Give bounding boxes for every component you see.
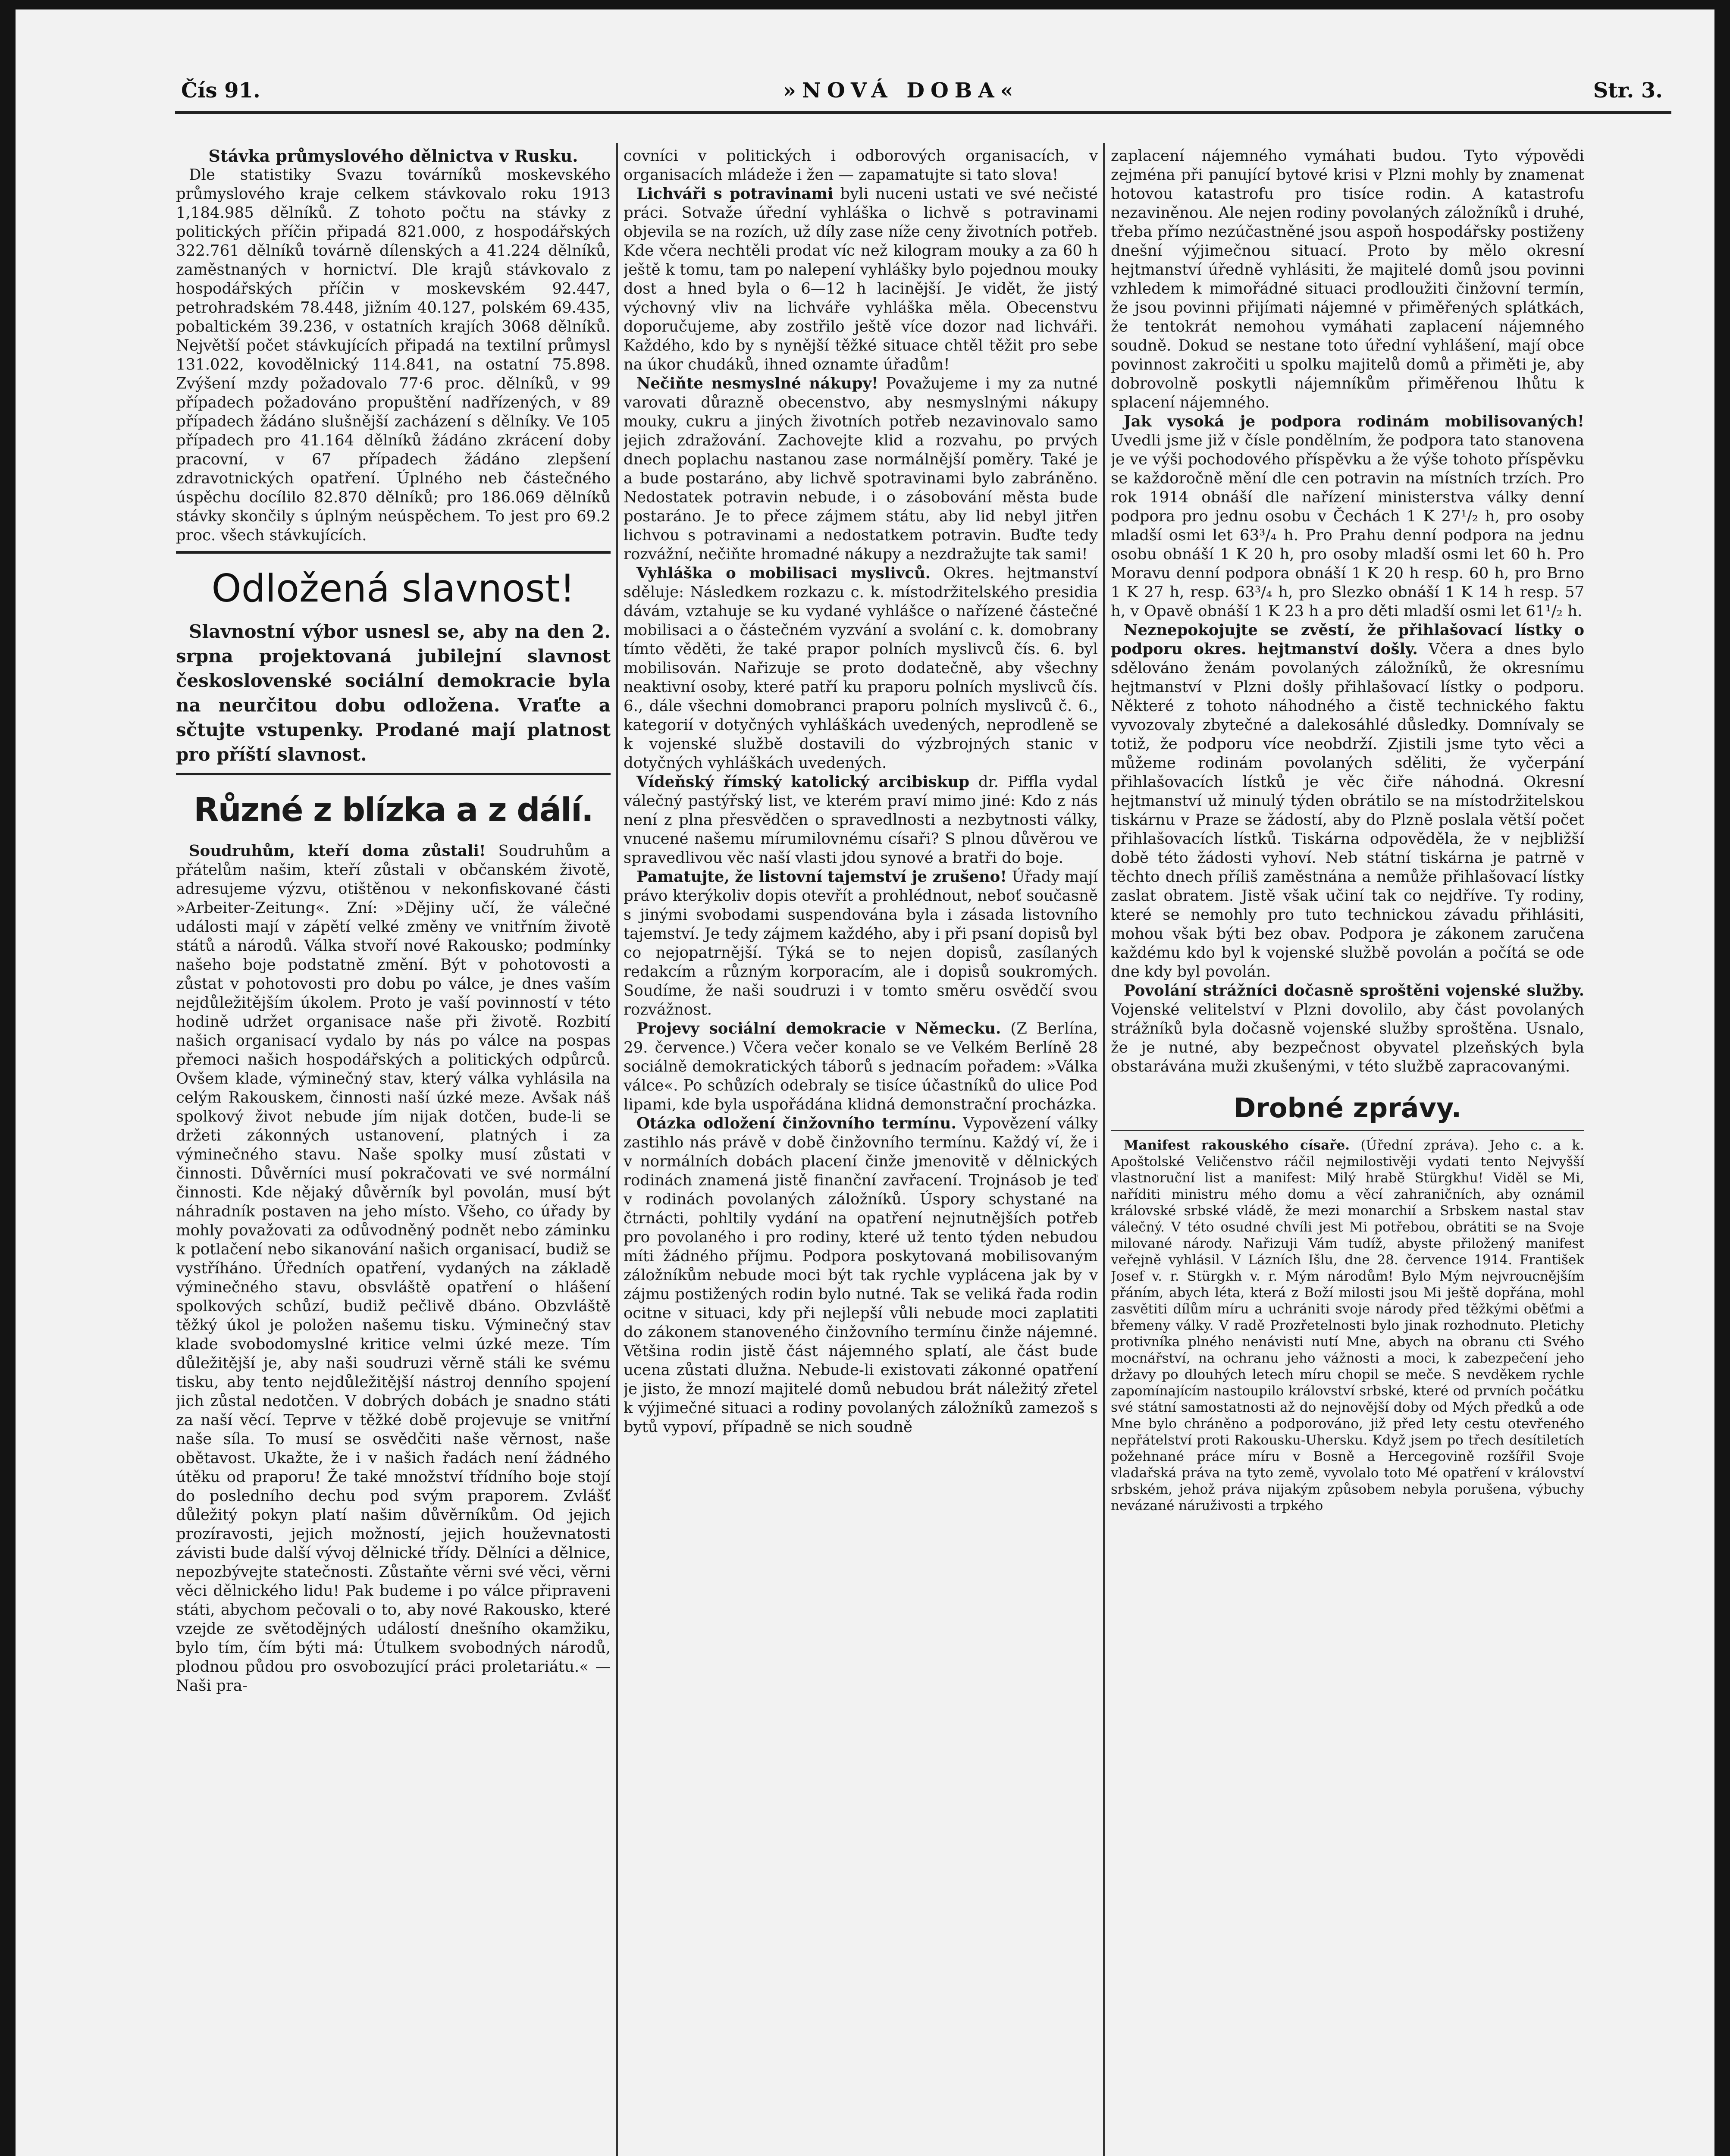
section-rule <box>176 551 611 554</box>
article <box>624 868 1098 1019</box>
section-rule <box>176 773 611 775</box>
section-title: Drobné zprávy. <box>1233 1092 1462 1124</box>
article-body: dr. Piffla vydal válečný pastýřský list, ve kterém praví mimo jiné: Kdo z nás není z plna přesvědčen o spravedlnosti a nezbytnosti války, vnucené našemu mírumilovnému císaři? S plnou důvěrou ve spravedlivou věc naší vlasti jdou synové a bratři do boje. <box>624 773 1098 867</box>
article-headline: Soudruhům, kteří doma zůstali! <box>189 842 486 860</box>
article-body: Vojenské velitelství v Plzni dovolilo, aby část povolaných strážníků byla dočasně vojenské služby sproštěna. Usnalo, že je nutné, aby bezpečnost obyvatel plzeňských byla obstarávána muži zkušenými, v této službě zapracovanými. <box>1111 1001 1584 1075</box>
article-body: Soudruhům a přátelům našim, kteří zůstali v občanském životě, adresujeme výzvu, otištěnou v nekonfiskované části »Arbeiter-Zeitung«. Zní: »Dějiny učí, že válečné události mají v zápětí velké změny ve vnitřním životě států a národů. Válka stvoří nové Rakousko; podmínky našeho boje podstatně změní. Být v pohotovosti a zůstat v pohotovosti pro dobu po válce, je dnes vaším nejdůležitějším úkolem. Proto je vaší povinností v této hodině udržet organisace naše při životě. Rozbití našich organisací vydalo by nás po válce na pospas přemoci našich hospodářských a politických odpůrců. Ovšem klade, výminečný stav, který válka vyhlásila na celým Rakouskem, činnosti naší úzké meze. Avšak náš spolkový život nebude jím nijak dotčen, bude-li se držeti zákonných ustanovení, platných i za výminečného stavu. Naše spolky musí zůstati v činnosti. Důvěrníci musí pokračovati ve své normální činnosti. Kde nějaký důvěrník byl povolán, musí být náhradník postaven na jeho místo. Všeho, co úřady by mohly považovati za odůvodněný podnět nebo záminku k potlačení nebo sikanování našich organisací, budiž se vystříháno. Úředních opatření, vydaných na základě výminečného stavu, obsvláště opatření o hlášení spolkových schůzí, budiž pečlivě dbáno. Obzvláště těžký úkol je položen našemu tisku. Výminečný stav klade svobodomyslné kritice velmi úzké meze. Tím důležitější je, aby naši soudruzi věrně stáli ke svému tisku, aby tento nejdůležitější nástroj denního spojení jich zůstal nedotčen. V dobrých dobách je snadno státi za naší věcí. Teprve v těžké době projevuje se vnitřní naše síla. To musí se osvědčiti naše věrnost, naše obětavost. Ukažte, že i v našich řadách není žádného útěku od praporu! Že také množství třídního boje stojí do posledního dechu pod svým praporem. Zvlášť důležitý pokyn platí našim důvěrníkům. Od jejich prozíravosti, jejich možností, jejich houževnatosti závisti bude další vývoj dělnické třídy. Dělníci a dělnice, nepozbývejte statečnosti. Zůstaňte věrni své věci, věrni věci dělnického lidu! Pak budeme i po válce připraveni státi, abychom pečovali o to, aby nové Rakousko, které vzejde ze světodějných událostí dnešního okamžiku, bylo tím, čím býti má: Útulkem svobodných národů, plodnou půdou pro osvobozující práci proletariátu.« — Naši pra- <box>176 842 611 1695</box>
newspaper-page <box>16 9 1714 2156</box>
page-number: Str. 3. <box>1593 78 1663 103</box>
article-headline: Neznepokojujte se zvěstí, že přihlašovací lístky o podporu okres. hejtmanství došly. <box>1111 621 1584 658</box>
article-headline: Manifest rakouského císaře. <box>1124 1138 1350 1153</box>
page-header <box>16 9 1714 110</box>
issue-number: Čís 91. <box>181 78 260 103</box>
column-1 <box>176 147 611 2156</box>
article <box>1111 981 1584 1076</box>
header-rule <box>175 111 1671 114</box>
article-headline: Stávka průmyslového dělnictva v Rusku. <box>208 147 578 166</box>
article-body: (Z Berlína, 29. července.) Včera večer konalo se ve Velkém Berlíně 28 sociálně demokratických táborů s jednacím pořadem: »Válka válce«. Po schůzích odebraly se tisíce účastníků do ulice Pod lipami, kde byla uspořádána klidná demonstrační procházka. <box>624 1020 1098 1113</box>
article-body: (Úřední zpráva). Jeho c. a k. Apoštolské Veličenstvo ráčil nejmilostivěji vydati tento Nejvyšší vlastnoruční list a manifest: Milý hrabě Stürgkhu! Viděl se Mi, naříditi ministru mého domu a věcí zahraničních, aby oznámil královské srbské vládě, že mezi monarchií a Srbskem nastal stav válečný. V této osudné chvíli jest Mi potřebou, obrátiti se na Svoje milované národy. Nařizuji Vám tudíž, abyste přiložený manifest veřejně vyhlásil. V Lázních Išlu, dne 28. července 1914. František Josef v. r. Stürgkh v. r. Mým národům! Bylo Mým nejvroucnějším přáním, abych léta, která z Boží milosti jsou Mi ještě dopřána, mohl zasvětiti dílům míru a uchrániti svoje národy před těžkými oběťmi a břemeny války. V radě Prozřetelnosti bylo jinak rozhodnuto. Pletichy protivníka plného nenávisti nutí Mne, abych na obranu cti Svého mocnářství, na ochranu jeho vážnosti a moci, k zabezpečení jeho državy po dlouhých letech míru chopil se meče. S nevděkem rychle zapomínajícím nastoupilo království srbské, které od prvních počátku své státní samostatnosti až do nejnovější doby od Mých předků a ode Mne bylo chráněno a podporováno, již před lety cestu otevřeného nepřátelství proti Rakousku-Uhersku. Když jsem po třech desítiletích požehnané práce míru v Bosně a Hercegovině rozšířil Svoje vladařská práva na tyto země, vyvolalo toto Mé opatření v království srbském, jehož práva nijakým způsobem nebyla porušena, výbuchy nevázané náruživosti a trpkého <box>1111 1138 1584 1514</box>
article <box>624 1114 1098 1437</box>
article-headline: Povolání strážníci dočasně sproštěni vojenské služby. <box>1124 982 1584 1000</box>
article-body: byli nuceni ustati ve své nečisté práci. Sotvaže úřední vyhláška o lichvě s potravinami objevila se na rozích, už díly zase níže ceny životních potřeb. Kde včera nechtěli prodat víc než kilogram mouky a za 60 h ještě k tomu, tam po nalepení vyhlášky bylo pojednou mouky dost a hned byla o 6—12 h lacinější. Je vidět, že jistý výchovný vliv na lichváře vyhláška měla. Obecenstvu doporučujeme, aby zostřilo ještě více dozor nad lichváři. Každého, kdo by s nynější těžké situace chtěl těžit pro sebe na úkor chudáků, ihned oznamte úřadům! <box>624 185 1098 373</box>
article-body: Okres. hejtmanství sděluje: Následkem rozkazu c. k. místodržitelského presidia dávám, vztahuje se ku vydané vyhlášce o nařízené částečné mobilisaci a o částečném vyzvání a svolání c. k. domobrany tímto věděti, že také prapor polních myslivců čís. 6. byl mobilisován. Nařizuje se proto dodatečně, aby všechny neaktivní osoby, které patří ku praporu polních myslivců čís. 6., dále všechni domobranci praporu polních myslivců č. 6., kategorií v dotyčných vyhláškách uvedených, neprodleně se k vojenské službě dostavili do výzbrojných stanic v dotyčných vyhláškách uvedených. <box>624 564 1098 772</box>
article <box>1111 621 1584 981</box>
masthead-title: »NOVÁ DOBA« <box>783 78 1019 103</box>
section-rule <box>1111 1130 1584 1131</box>
article-body: Úřady mají právo kterýkoliv dopis otevřít a prohlédnout, neboť současně s jinými svobodami suspendována byla i zásada listovního tajemství. Je tedy zájmem každého, aby i při psaní dopisů byl co nejopatrnější. Týká se to nejen dopisů, zasílaných redakcím a různým korporacím, ale i dopisů soukromých. Soudíme, že naši soudruzi i v tomto směru osvědčí svou rozvážnost. <box>624 868 1098 1018</box>
column-divider <box>616 143 618 2156</box>
article-headline: Projevy sociální demokracie v Německu. <box>636 1020 1001 1037</box>
small-print-block <box>1111 1137 1584 1514</box>
article <box>624 185 1098 374</box>
column-3 <box>1111 147 1584 2156</box>
article-body: Dle statistiky Svazu továrníků moskevského průmyslového kraje celkem stávkovalo roku 1913 1,184.985 dělníků. Z tohoto počtu na stávky z politických příčin připadá 821.000, z hospodářských 322.761 dělníků továrně dílenských a 41.224 dělníků, zaměstnaných v hornictví. Dle krajů stávkovalo z hospodářských příčin v moskevském 92.447, petrohradském 78.448, jižním 40.127, polském 69.435, pobaltickém 39.236, v ostatních krajích 3068 dělníků. Největší počet stávkujících připadá na textilní průmysl 131.022, kovodělnický 114.841, na ostatní 75.898. Zvýšení mzdy požadovalo 77·6 proc. dělníků, v 99 případech požadováno propuštění nadřízených, v 89 případech žádáno slušnější zacházení s dělníky. Ve 105 případech pro 41.164 dělníků žádáno zkrácení doby pracovní, v 67 případech žádáno zlepšení zdravotnických opatření. Úplného neb částečného úspěchu docílilo 82.870 dělníků; pro 186.069 dělníků stávky skončily s úplným neúspěchem. To jest pro 69.2 proc. všech stávkujících. <box>176 166 611 544</box>
notice-body: Slavnostní výbor usnesl se, aby na den 2. srpna projektovaná jubilejní slavnost československé sociální demokracie byla na neurčitou dobu odložena. Vraťte a sčtujte vstupenky. Prodané mají platnost pro příští slavnost. <box>176 621 611 765</box>
article-headline: Jak vysoká je podpora rodinám mobilisovaných! <box>1124 413 1584 430</box>
article-headline: Vídeňský římský katolický arcibiskup <box>636 773 970 791</box>
article <box>1111 1137 1584 1514</box>
article-body: Uvedli jsme již v čísle pondělním, že podpora tato stanovena je ve výši pochodového příspěvku a že výše tohoto příspěvku se každoročně mění dle cen potravin na místních trzích. Pro rok 1914 obnáší dle nařízení ministerstva války denní podpora pro jednu osobu v Čechách 1 K 27¹/₂ h, pro osoby mladší osmi let 63³/₄ h. Pro Prahu denní podpora na jednu osobu obnáší 1 K 20 h, pro osoby mladší osmi let 60 h. Pro Moravu denní podpora obnáší 1 K 20 h resp. 60 h, pro Brno 1 K 27 h, resp. 63³/₄ h, pro Slezko obnáší 1 K 14 h resp. 57 h, v Opavě obnáší 1 K 23 h a pro děti mladší osmi let 61¹/₂ h. <box>1111 432 1584 620</box>
article-body: zaplacení nájemného vymáhati budou. Tyto výpovědi zejména při panující bytové krisi v Plzni mohly by znamenat hotovou katastrofu pro tisíce rodin. A katastrofu nezaviněnou. Ale nejen rodiny povolaných záložníků i druhé, třeba přímo nezúčastněné jsou aspoň hospodářsky postiženy dnešní výjimečnou situací. Proto by mělo okresní hejtmanství úředně vyhlásiti, že majitelé domů jsou povinni vzhledem k mimořádné situaci prodloužiti činžovní termín, že jsou povinni přijímati nájemné v přiměřených splátkách, že tentokrát nemohou vymáhati zaplacení nájemného soudně. Dokud se nestane toto úřední vyhlášení, mají obce povinnost zakročiti u spolku majitelů domů a přiměti je, aby dobrovolně poskytli nájemníkům přiměřenou lhůtu k splacení nájemného. <box>1111 147 1584 411</box>
article-headline: Lichváři s potravinami <box>636 185 834 203</box>
article-headline: Pamatujte, že listovní tajemství je zrušeno! <box>636 868 1007 886</box>
section-title: Různé z blízka a z dálí. <box>194 790 593 829</box>
article-headline: Vyhláška o mobilisaci myslivců. <box>636 564 931 582</box>
article <box>624 1019 1098 1114</box>
article-body: covníci v politických i odborových organisacích, v organisacích mládeže i žen — zapamatujte si tato slova! <box>624 147 1098 184</box>
notice-title: Odložená slavnost! <box>211 566 575 611</box>
article <box>176 842 611 1695</box>
article-body: Včera a dnes bylo sdělováno ženám povolaných záložníků, že okresnímu hejtmanství v Plzni došly přihlašovací lístky o podporu. Některé z tohoto náhodného a čistě technického faktu vyvozovaly zbytečné a dalekosáhlé důsledky. Domnívaly se totiž, že podporu více neobdrží. Zjistili jsme tyto věci a můžeme rodinám povolaných sděliti, že vyčerpání přihlašovacích lístků je věc čiře náhodná. Okresní hejtmanství už minulý týden obrátilo se na místodržitelskou tiskárnu v Praze se žádostí, aby do Plzně poslala větší počet přihlašovacích lístků. Tiskárna odpověděla, že v nejbližší době této žádosti vyhoví. Neb státní tiskárna je patrně v těchto dnech příliš zaměstnána a nemůže přihlašovací lístky zaslat obratem. Jistě však učiní tak co nejdříve. Ty rodiny, které se nemohly pro tuto technickou závadu přihlásiti, mohou však býti bez obav. Podpora je zákonem zaručena každému kdo byl k vojenské službě povolán a počítá se ode dne kdy byl povolán. <box>1111 640 1584 981</box>
article-headline: Otázka odložení činžovního termínu. <box>636 1115 956 1132</box>
article <box>624 374 1098 564</box>
article-body: Považujeme i my za nutné varovati důrazně obecenstvo, aby nesmyslnými nákupy mouky, cukru a jiných životních potřeb nezavinovalo samo jejich zdražování. Zachovejte klid a rozvahu, po prvých dnech poplachu nastanou zase normálnější poměry. Také je a bude postaráno, aby lichvě spotravinami bylo zabráněno. Nedostatek potravin nebude, i o zásobování města bude postaráno. Je to přece zájmem státu, aby lid nebyl jitřen lichvou s potravinami a nedostatkem potravin. Buďte tedy rozvážní, nečiňte hromadné nákupy a nezdražujte tak sami! <box>624 375 1098 563</box>
notice-block <box>176 619 611 767</box>
column-divider <box>1103 143 1105 2156</box>
article-body: Vypovězení války zastihlo nás právě v době činžovního termínu. Každý ví, že i v normálních dobách placení činže jmenovitě v dělnických rodinách znamená jistě finanční zavřacení. Trojnásob je teď v rodinách povolaných záložníků. Úspory schystané na čtrnácti, pohltily vydání na opatření nejnutnějších potřeb pro povolaného i pro rodiny, které už tento týden nebudou míti žádného příjmu. Podpora poskytovaná mobilisovaným záložníkům nebude moci být tak rychle vyplácena jak by v zájmu postižených rodin bylo nutné. Tak se veliká řada rodin ocitne v situaci, kdy při nejlepší vůli nebude moci zaplatiti do zákonem stanoveného činžovního termínu činže nájemné. Většina rodin jistě část nájemného splatí, ale část bude ucena zůstati dlužna. Nebude-li existovati zákonné opatření je jisto, že mnozí majitelé domů nebudou brát náležitý zřetel k výjimečné situaci a rodiny povolaných záložníků zamezoš s bytů vypoví, případně se nich soudně <box>624 1115 1098 1436</box>
article <box>624 773 1098 868</box>
article <box>624 564 1098 773</box>
article <box>1111 412 1584 621</box>
article-headline: Nečiňte nesmyslné nákupy! <box>636 375 878 392</box>
column-2 <box>624 147 1098 2156</box>
